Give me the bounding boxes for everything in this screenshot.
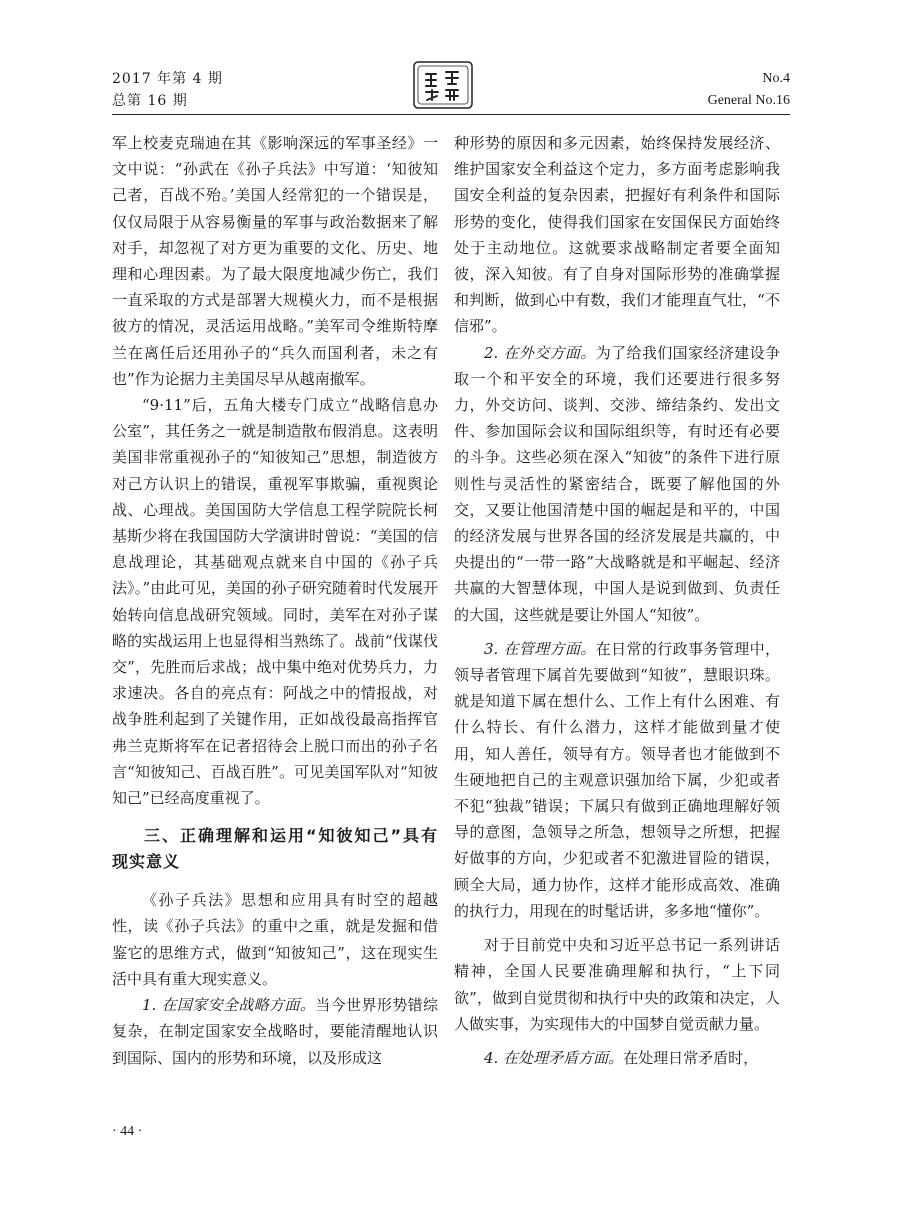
journal-issue-info (112, 68, 223, 112)
paragraph (112, 992, 438, 1071)
paragraph-text: 在处理日常矛盾时， (623, 1048, 759, 1067)
issue-number-en: No.4 (762, 71, 790, 86)
general-issue-number: 总第 16 期 (112, 93, 188, 109)
paragraph-text: 为了给我们国家经济建设争取一个和平安全的环境，我们还要进行很多努力，外交访问、谈判、交涉、缔结条约、发出文件、参加国际会议和国际组织等，有时还有必要的斗争。这些必须在深入“知彼”的条件下进行原则性与灵活性的紧密结合，既要了解他国的外交，又要让他国清楚中国的崛起是和平的，中国的经济发展与世界各国的经济发展是共赢的，中央提出的“一带一路”大战略就是和平崛起、经济共赢的大智慧体现，中国人是说到做到、负责任的大国，这些就是要让外国人“知彼”。 (454, 343, 780, 624)
subsection-label: 4. 在处理矛盾方面。 (484, 1048, 624, 1067)
section-heading: 三、正确理解和运用“知彼知己”具有现实意义 (112, 826, 438, 872)
paragraph: 军上校麦克瑞迪在其《影响深远的军事圣经》一文中说：“孙武在《孙子兵法》中写道：‘知彼知己者，百战不殆。’美国人经常犯的一个错误是，仅仅局限于从容易衡量的军事与政治数据来了解对手，却忽视了对方更为重要的文化、历史、地理和心理因素。为了最大限度地减少伤亡，我们一直采取的方式是部署大规模火力，而不是根据彼方的情况，灵活运用战略。”美军司令维斯特摩兰在离任后还用孙子的“兵久而国利者，未之有也”作为论据力主美国尽早从越南撤军。 (112, 134, 438, 388)
header-rule (112, 114, 790, 115)
page-number: · 44 · (112, 1124, 143, 1139)
paragraph-text: 在日常的行政事务管理中，领导者管理下属首先要做到“知彼”，慧眼识珠。就是知道下属在想什么、工作上有什么困难、有什么特长、有什么潜力，这样才能做到量才使用，知人善任，领导有方。领导者也才能做到不生硬地把自己的主观意识强加给下属，少犯或者不犯“独裁”错误；下属只有做到正确地理解好领导的意图，急领导之所急，想领导之所想，把握好做事的方向，少犯或者不犯激进冒险的错误，顾全大局，通力协作，这样才能形成高效、准确的执行力，用现在的时髦话讲，多多地“懂你”。 (454, 639, 780, 920)
general-issue-number-en: General No.16 (707, 93, 790, 108)
paragraph (454, 1045, 780, 1071)
paragraph-text: 当今世界形势错综复杂，在制定国家安全战略时，要能清醒地认识到国际、国内的形势和环境，以及形成这 (112, 996, 438, 1067)
subsection-label: 1. 在国家安全战略方面。 (142, 996, 316, 1015)
left-column (112, 130, 438, 1071)
subsection-label: 3. 在管理方面。 (484, 639, 596, 658)
issue-number: 2017 年第 4 期 (112, 71, 223, 87)
paragraph: “9·11”后，五角大楼专门成立“战略信息办公室”，其任务之一就是制造散布假消息。这表明美国非常重视孙子的“知彼知己”思想，制造彼方对己方认识上的错误，重视军事欺骗，重视舆论战、心理战。美国国防大学信息工程学院院长柯基斯少将在我国国防大学演讲时曾说：“美国的信息战理论，其基础观点就来自中国的《孙子兵法》。”由此可见，美国的孙子研究随着时代发展开始转向信息战研究领域。同时，美军在对孙子谋略的实战运用上也显得相当熟练了。战前“伐谋伐交”，先胜而后求战；战中集中绝对优势兵力，力求速决。各自的亮点有：阿战之中的情报战，对战争胜利起到了关键作用，正如战役最高指挥官弗兰克斯将军在记者招待会上脱口而出的孙子名言“知彼知己、百战百胜”。可见美国军队对“知彼知己”已经高度重视了。 (112, 396, 438, 808)
journal-issue-info-en (708, 68, 790, 112)
paragraph (454, 340, 780, 628)
paragraph: 《孙子兵法》思想和应用具有时空的超越性，读《孙子兵法》的重中之重，就是发掘和借鉴它的思维方式，做到“知彼知己”，这在现实生活中具有重大现实意义。 (112, 891, 438, 988)
subsection-label: 2. 在外交方面。 (484, 343, 596, 362)
paragraph (454, 636, 780, 924)
paragraph: 种形势的原因和多元因素，始终保持发展经济、维护国家安全利益这个定力，多方面考虑影响我国安全利益的复杂因素，把握好有利条件和国际形势的变化，使得我们国家在安国保民方面始终处于主动地位。这就要求战略制定者要全面知彼，深入知彼。有了自身对国际形势的准确掌握和判断，做到心中有数，我们才能理直气壮，“不信邪”。 (454, 134, 780, 336)
paragraph: 对于目前党中央和习近平总书记一系列讲话精神，全国人民要准确理解和执行，“上下同欲”，做到自觉贯彻和执行中央的政策和决定，人人做实事，为实现伟大的中国梦自觉贡献力量。 (454, 936, 780, 1033)
right-column (454, 130, 780, 1071)
journal-logo (412, 60, 474, 110)
